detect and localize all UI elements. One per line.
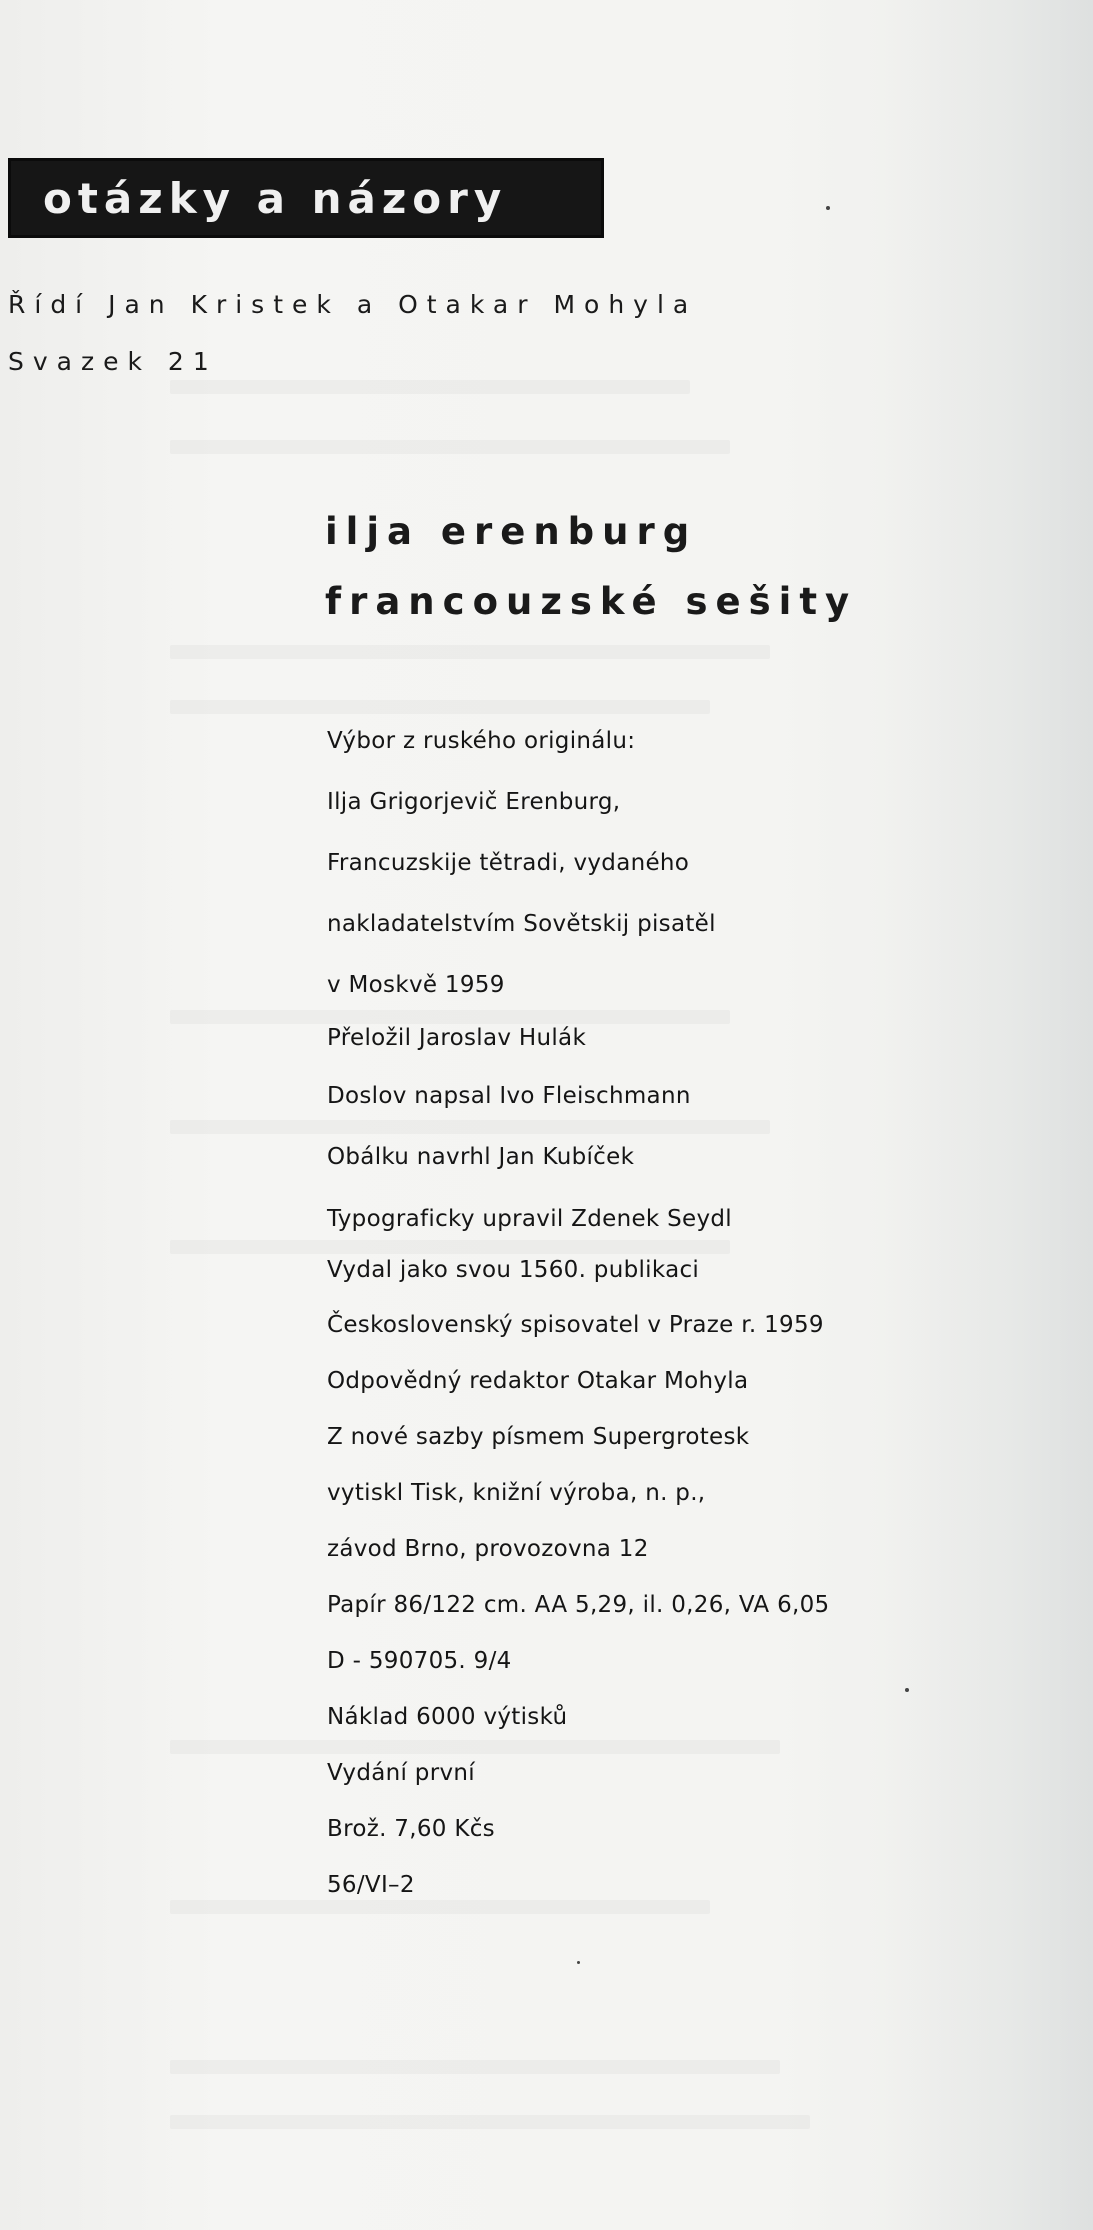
colophon-line: Vydal jako svou 1560. publikaci [327, 1257, 700, 1283]
ink-speck [577, 1961, 580, 1964]
ink-speck [826, 206, 830, 210]
colophon-line: Odpovědný redaktor Otakar Mohyla [327, 1368, 749, 1394]
colophon-line: Přeložil Jaroslav Hulák [327, 1025, 587, 1051]
show-through-line [170, 2060, 780, 2074]
book-title: francouzské sešity [325, 580, 858, 623]
colophon-line: Náklad 6000 výtisků [327, 1704, 568, 1730]
colophon-line: Ilja Grigorjevič Erenburg, [327, 789, 621, 815]
colophon-line: Obálku navrhl Jan Kubíček [327, 1144, 635, 1170]
ink-speck [905, 1688, 909, 1692]
colophon-line: Doslov napsal Ivo Fleischmann [327, 1083, 691, 1109]
show-through-line [170, 1010, 730, 1024]
show-through-line [170, 440, 730, 454]
show-through-line [170, 380, 690, 394]
show-through-line [170, 1900, 710, 1914]
show-through-line [170, 1120, 770, 1134]
series-volume: Svazek 21 [8, 347, 218, 376]
book-author: ilja erenburg [325, 510, 698, 553]
series-editors: Řídí Jan Kristek a Otakar Mohyla [8, 290, 698, 319]
colophon-line: Československý spisovatel v Praze r. 1959 [327, 1312, 824, 1338]
colophon-line: Vydání první [327, 1760, 475, 1786]
show-through-line [170, 1740, 780, 1754]
colophon-line: D - 590705. 9/4 [327, 1648, 512, 1674]
colophon-line: Z nové sazby písmem Supergrotesk [327, 1424, 750, 1450]
series-banner [8, 158, 604, 238]
show-through-line [170, 1240, 730, 1254]
show-through-line [170, 645, 770, 659]
series-name: otázky a názory [43, 173, 508, 223]
colophon-line: Typograficky upravil Zdenek Seydl [327, 1206, 732, 1232]
colophon-line: Výbor z ruského originálu: [327, 728, 636, 754]
colophon-line: vytiskl Tisk, knižní výroba, n. p., [327, 1480, 706, 1506]
show-through-line [170, 700, 710, 714]
colophon-line: nakladatelstvím Sovětskij pisatěl [327, 911, 716, 937]
colophon-line: závod Brno, provozovna 12 [327, 1536, 649, 1562]
show-through-line [170, 2115, 810, 2129]
colophon-line: v Moskvě 1959 [327, 972, 505, 998]
colophon-line: 56/VI–2 [327, 1872, 415, 1898]
colophon-line: Papír 86/122 cm. AA 5,29, il. 0,26, VA 6,05 [327, 1592, 830, 1618]
colophon-line: Brož. 7,60 Kčs [327, 1816, 495, 1842]
colophon-line: Francuzskije tětradi, vydaného [327, 850, 690, 876]
page-edge-shadow [883, 0, 1093, 2230]
